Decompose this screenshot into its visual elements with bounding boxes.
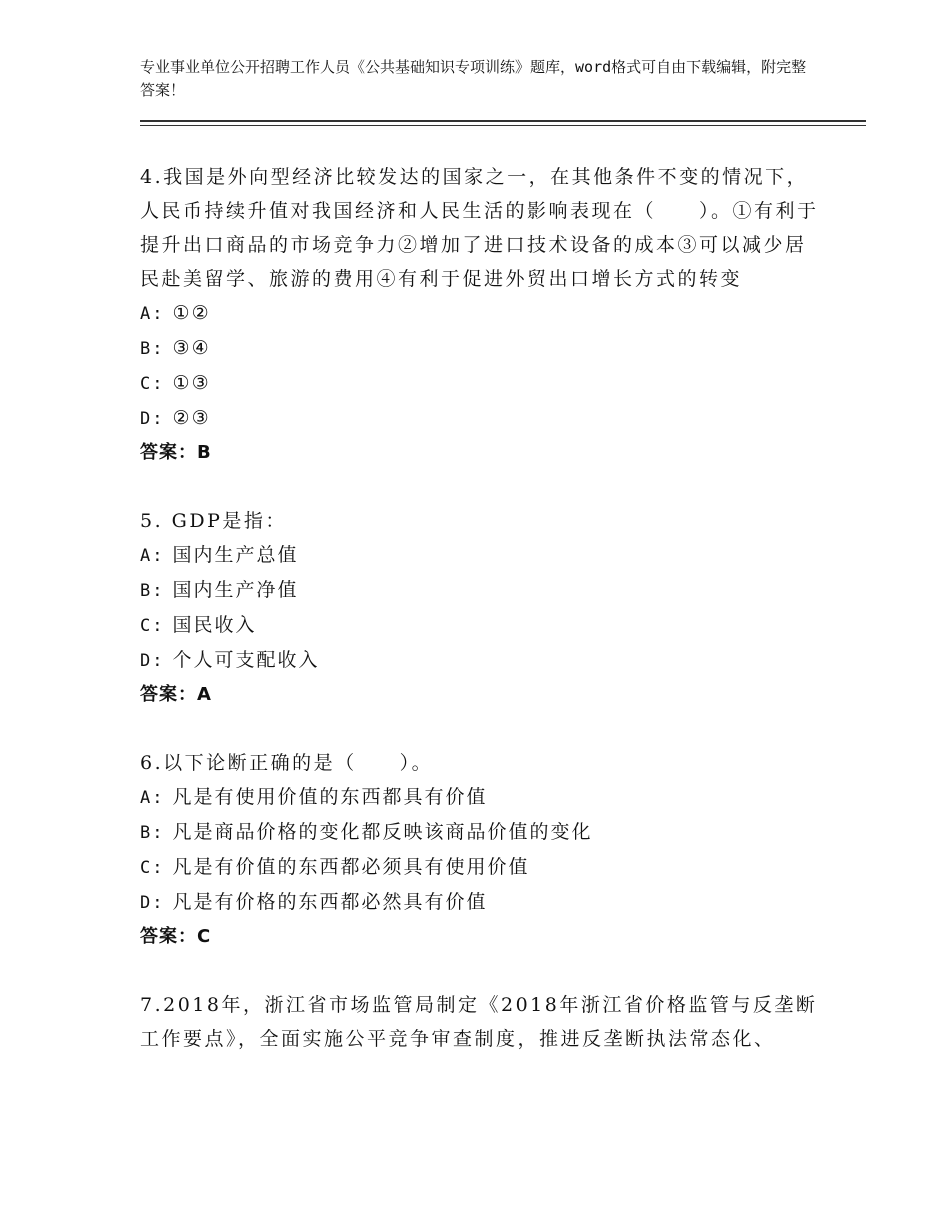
option-c [140,850,820,885]
question-stem: 4.我国是外向型经济比较发达的国家之一，在其他条件不变的情况下，人民币持续升值对我国经济和人民生活的影响表现在（ ）。①有利于提升出口商品的市场竞争力②增加了进口技术设备的成本③可以减少居民赴美留学、旅游的费用④有利于促进外贸出口增长方式的转变 [140,166,819,290]
option-text: 国民收入 [172,614,257,636]
option-text: 凡是商品价格的变化都反映该商品价值的变化 [172,821,593,843]
option-c [140,608,820,643]
option-label: B: [140,339,165,359]
option-b [140,331,820,366]
question-6 [140,746,820,954]
option-label: D: [140,409,165,429]
option-label: B: [140,581,165,601]
option-text: ②③ [172,407,211,429]
option-b [140,573,820,608]
option-b [140,815,820,850]
option-label: C: [140,374,165,394]
option-label: D: [140,651,165,671]
option-a [140,538,820,573]
question-stem: 6.以下论断正确的是（ ）。 [140,752,434,774]
question-stem: 7.2018年，浙江省市场监管局制定《2018年浙江省价格监管与反垄断工作要点》，全面实施公平竞争审查制度，推进反垄断执法常态化、 [140,994,818,1050]
option-c [140,366,820,401]
option-d [140,643,820,678]
header-divider-thick [140,120,866,122]
option-text: 凡是有使用价值的东西都具有价值 [172,786,488,808]
option-d [140,885,820,920]
option-d [140,401,820,436]
question-5 [140,504,820,712]
document-header: 专业事业单位公开招聘工作人员《公共基础知识专项训练》题库，word格式可自由下载编辑，附完整答案！ [140,58,807,99]
option-a [140,780,820,815]
option-a [140,296,820,331]
answer-line: 答案：A [140,684,212,705]
option-text: 凡是有价值的东西都必须具有使用价值 [172,856,530,878]
option-text: 国内生产总值 [172,544,299,566]
question-stem: 5. GDP是指： [140,510,287,532]
option-label: A: [140,546,165,566]
answer-line: 答案：B [140,442,212,463]
question-7 [140,988,820,1056]
option-label: C: [140,858,165,878]
answer-line: 答案：C [140,926,212,947]
option-label: C: [140,616,165,636]
option-text: ①② [172,302,211,324]
option-label: D: [140,893,165,913]
option-text: ①③ [172,372,211,394]
question-list [140,160,820,1090]
option-text: ③④ [172,337,211,359]
option-label: A: [140,304,165,324]
option-text: 个人可支配收入 [172,649,320,671]
header-divider-thin [140,125,866,126]
question-4 [140,160,820,470]
option-text: 凡是有价格的东西都必然具有价值 [172,891,488,913]
option-label: B: [140,823,165,843]
option-text: 国内生产净值 [172,579,299,601]
option-label: A: [140,788,165,808]
